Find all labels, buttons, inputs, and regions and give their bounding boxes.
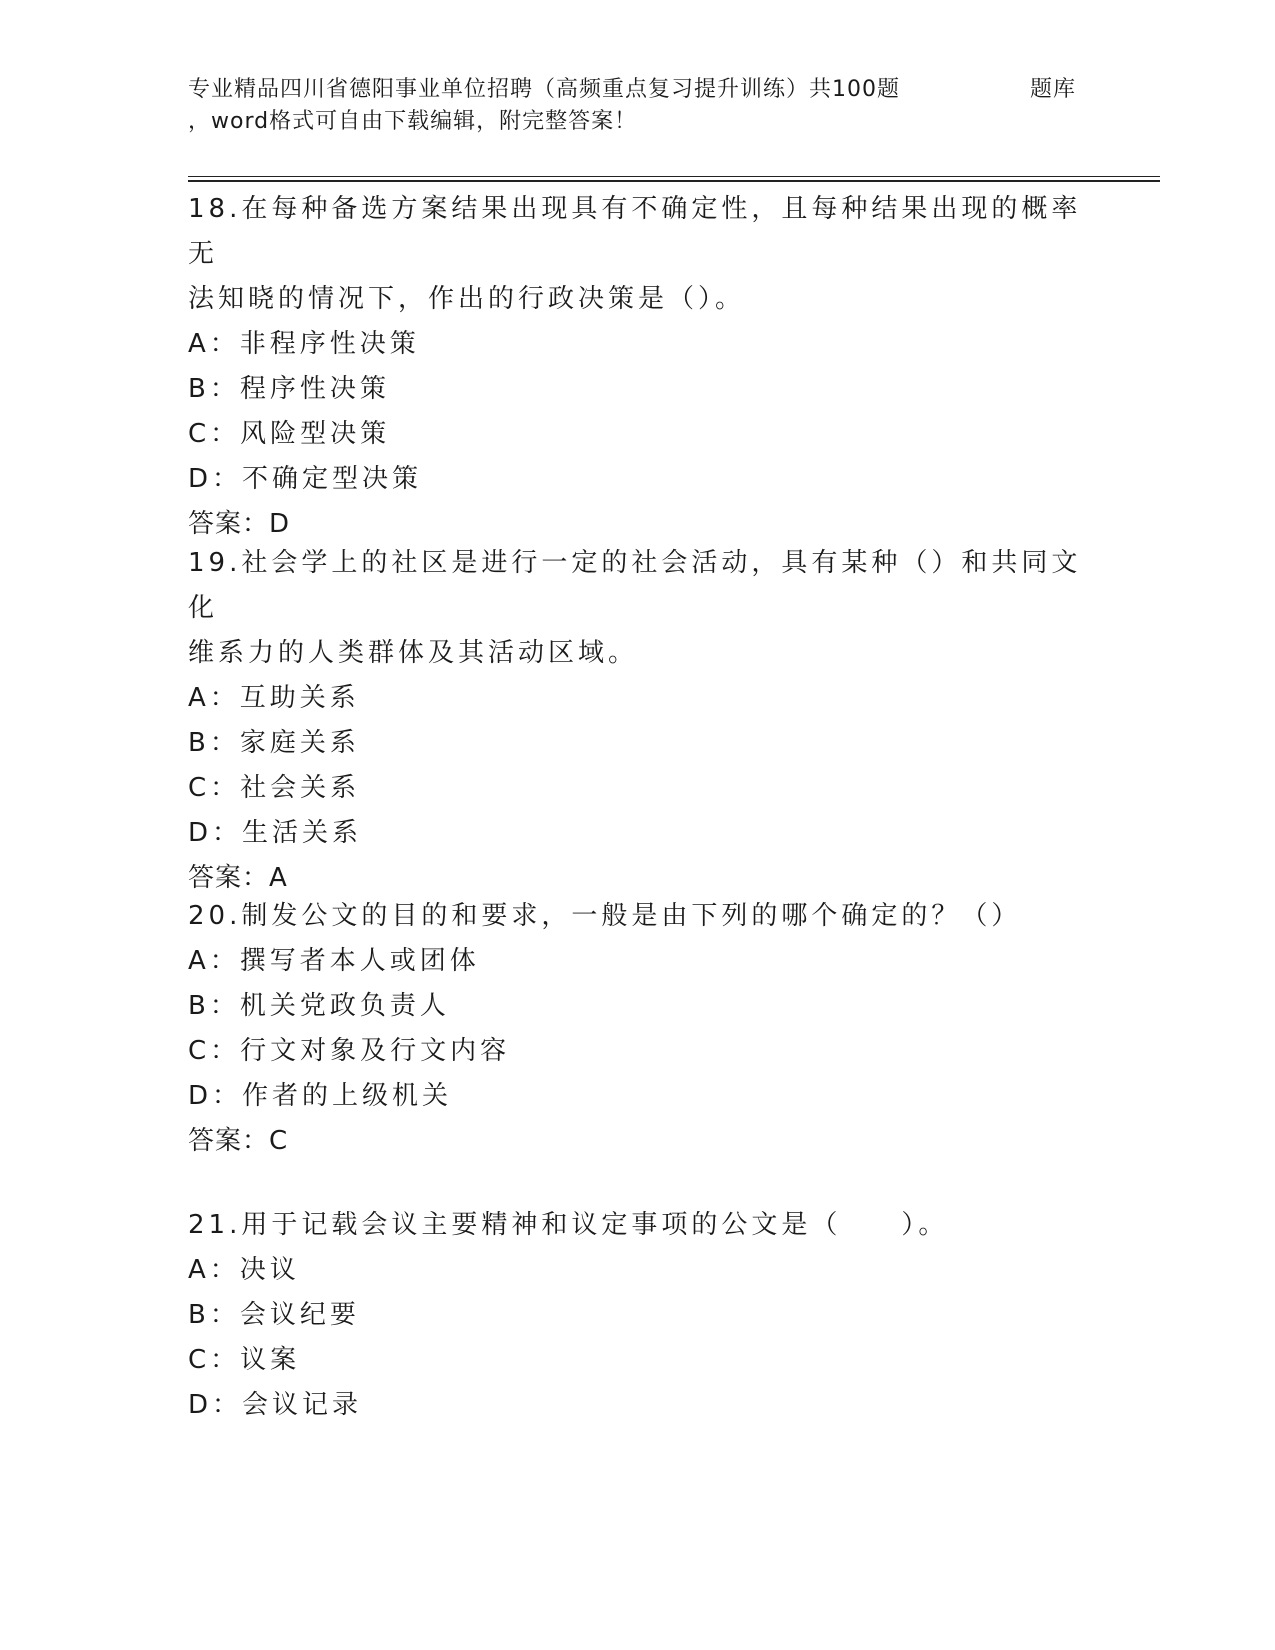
- answer: 答案：D: [188, 509, 291, 539]
- option-a: A：撰写者本人或团体: [188, 946, 480, 976]
- answer: 答案：A: [188, 863, 288, 893]
- option-d: D：不确定型决策: [188, 464, 423, 494]
- option-b: B：机关党政负责人: [188, 991, 450, 1021]
- question-text: 21.用于记载会议主要精神和议定事项的公文是（ ）。: [188, 1210, 949, 1240]
- question-text: 20.制发公文的目的和要求，一般是由下列的哪个确定的？（）: [188, 901, 1022, 931]
- document-header: [188, 74, 1088, 138]
- option-a: A：互助关系: [188, 683, 360, 713]
- question-19: [188, 541, 1088, 901]
- option-c: C：行文对象及行文内容: [188, 1036, 511, 1066]
- question-text: 18.在每种备选方案结果出现具有不确定性，且每种结果出现的概率无: [188, 194, 1082, 269]
- header-subtitle: ，word格式可自由下载编辑，附完整答案！: [188, 109, 638, 134]
- question-text-continued: 法知晓的情况下，作出的行政决策是（）。: [188, 284, 746, 314]
- option-d: D：生活关系: [188, 818, 363, 848]
- header-divider-thick: [188, 180, 1160, 182]
- header-title: 专业精品四川省德阳事业单位招聘（高频重点复习提升训练）共100题: [188, 77, 900, 102]
- header-divider-thin: [188, 176, 1160, 177]
- option-a: A：非程序性决策: [188, 329, 420, 359]
- question-21: [188, 1203, 1088, 1428]
- question-20: [188, 894, 1088, 1164]
- option-c: C：社会关系: [188, 773, 361, 803]
- option-d: D：会议记录: [188, 1390, 363, 1420]
- header-line: [188, 74, 1088, 106]
- option-c: C：风险型决策: [188, 419, 391, 449]
- option-b: B：家庭关系: [188, 728, 360, 758]
- question-text-continued: 维系力的人类群体及其活动区域。: [188, 638, 639, 668]
- option-b: B：程序性决策: [188, 374, 390, 404]
- option-a: A：决议: [188, 1255, 300, 1285]
- option-c: C：议案: [188, 1345, 301, 1375]
- option-d: D：作者的上级机关: [188, 1081, 453, 1111]
- question-text: 19.社会学上的社区是进行一定的社会活动，具有某种（）和共同文化: [188, 548, 1082, 623]
- option-b: B：会议纪要: [188, 1300, 360, 1330]
- answer: 答案：C: [188, 1126, 289, 1156]
- question-18: [188, 187, 1088, 547]
- header-tag: 题库: [1030, 77, 1077, 102]
